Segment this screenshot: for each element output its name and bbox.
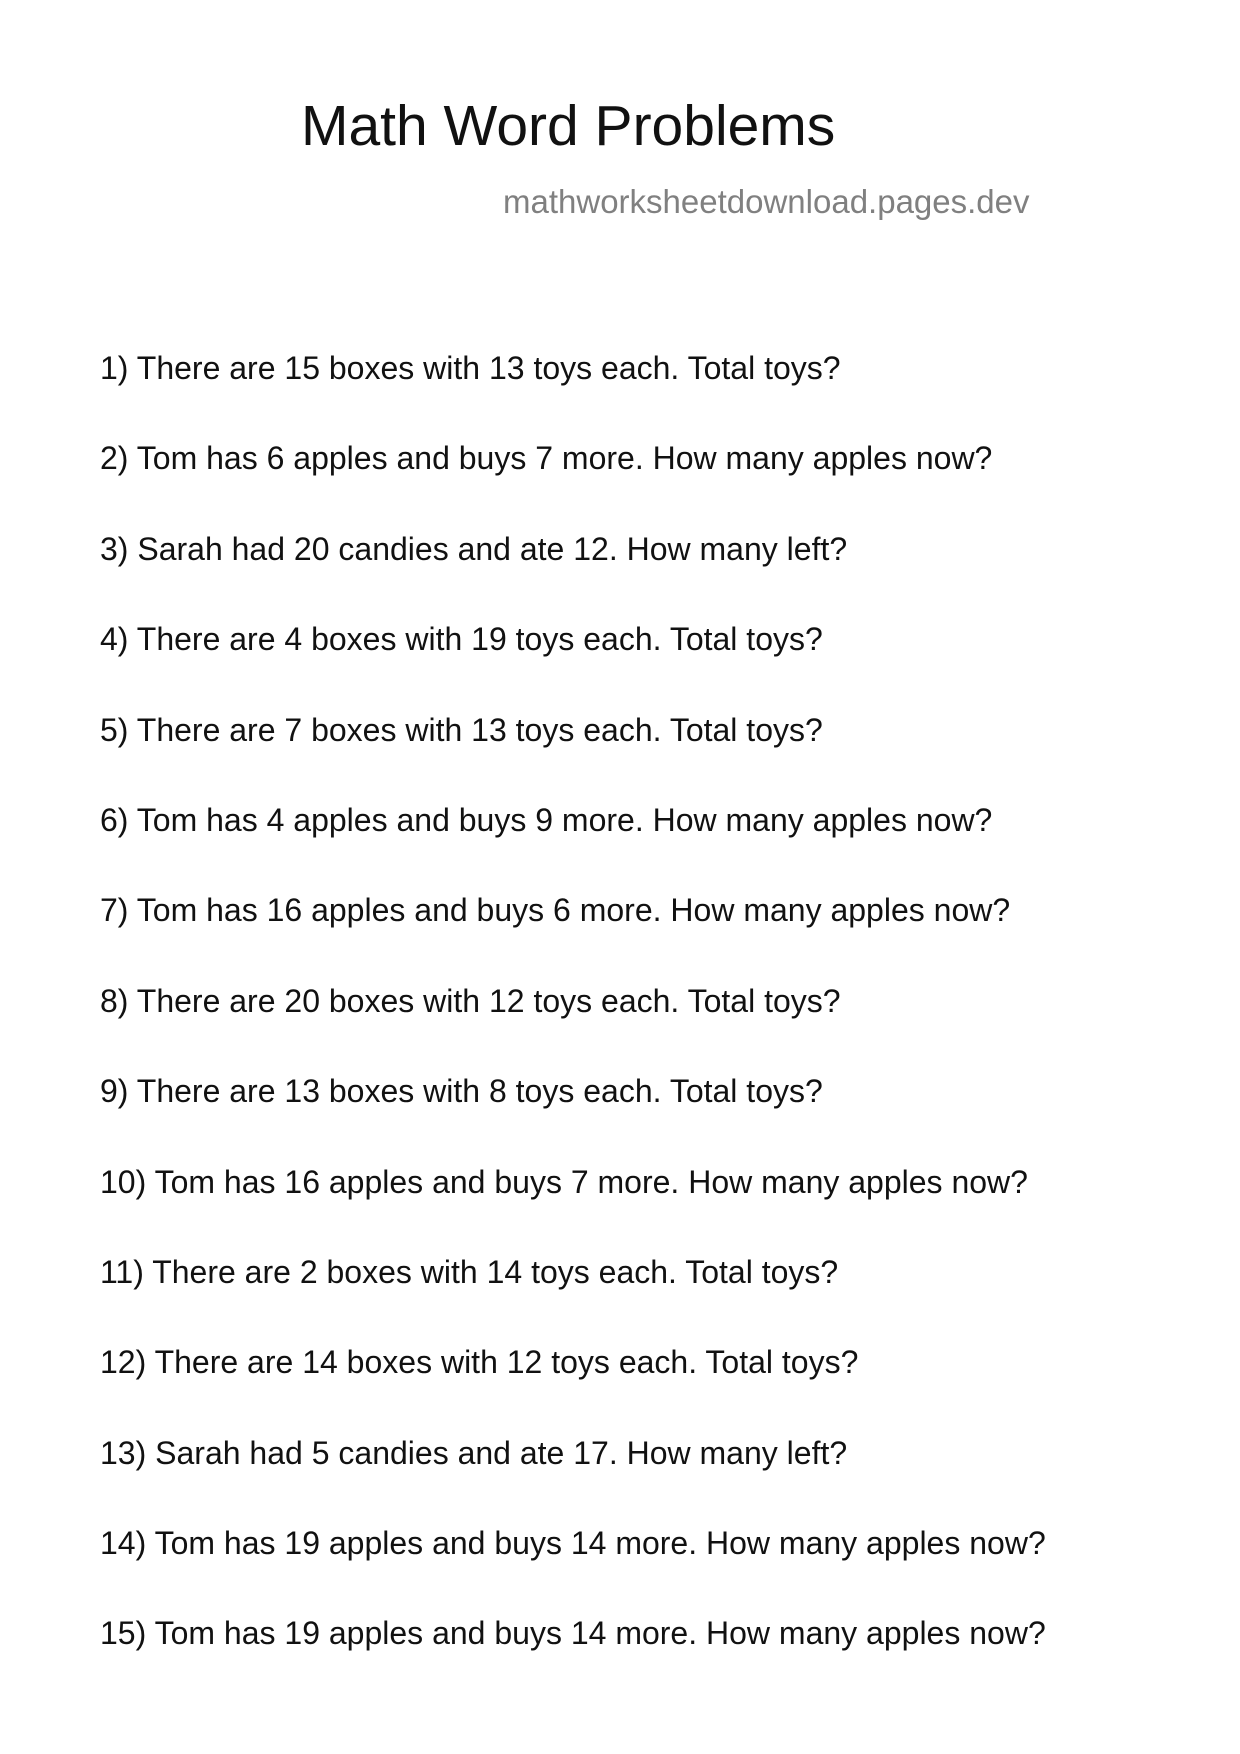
problem-item: 11) There are 2 boxes with 14 toys each. Total toys? (100, 1253, 839, 1290)
problem-item: 3) Sarah had 20 candies and ate 12. How many left? (100, 530, 848, 567)
problem-item: 4) There are 4 boxes with 19 toys each. Total toys? (100, 621, 823, 658)
problem-item: 1) There are 15 boxes with 13 toys each. Total toys? (100, 350, 841, 386)
problem-item: 10) Tom has 16 apples and buys 7 more. How many apples now? (100, 1163, 1028, 1200)
problem-item: 5) There are 7 boxes with 13 toys each. Total toys? (100, 711, 823, 748)
problem-item: 14) Tom has 19 apples and buys 14 more. How many apples now? (100, 1525, 1046, 1562)
problem-item: 6) Tom has 4 apples and buys 9 more. How many apples now? (100, 801, 993, 838)
page-title: Math Word Problems (301, 94, 836, 158)
problem-item: 2) Tom has 6 apples and buys 7 more. How many apples now? (100, 440, 993, 477)
problem-item: 13) Sarah had 5 candies and ate 17. How many left? (100, 1434, 848, 1471)
problem-item: 9) There are 13 boxes with 8 toys each. Total toys? (100, 1073, 823, 1110)
problem-item: 12) There are 14 boxes with 12 toys each. Total toys? (100, 1344, 859, 1381)
problem-item: 15) Tom has 19 apples and buys 14 more. How many apples now? (100, 1615, 1046, 1652)
source-url: mathworksheetdownload.pages.dev (503, 183, 1030, 220)
problem-item: 7) Tom has 16 apples and buys 6 more. How many apples now? (100, 892, 1011, 929)
problem-item: 8) There are 20 boxes with 12 toys each. Total toys? (100, 982, 841, 1019)
problem-list (100, 352, 1046, 1708)
